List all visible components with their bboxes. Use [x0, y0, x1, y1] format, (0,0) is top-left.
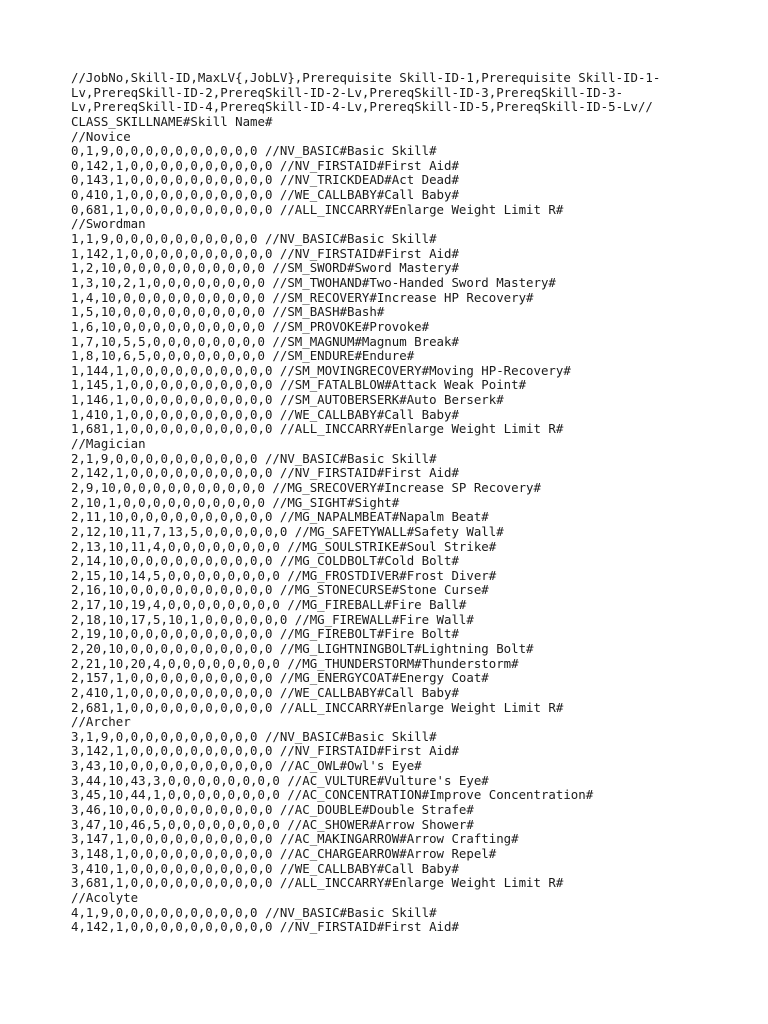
- skill-entry-line: 2,10,1,0,0,0,0,0,0,0,0,0,0 //MG_SIGHT#Sight#: [71, 494, 400, 510]
- skill-entry-line: 1,2,10,0,0,0,0,0,0,0,0,0,0 //SM_SWORD#Sword Mastery#: [71, 260, 459, 276]
- skill-entry-line: 1,144,1,0,0,0,0,0,0,0,0,0,0 //SM_MOVINGRECOVERY#Moving HP-Recovery#: [71, 362, 571, 378]
- skill-entry-line: 4,142,1,0,0,0,0,0,0,0,0,0,0 //NV_FIRSTAID#First Aid#: [71, 919, 459, 935]
- skill-entry-line: 2,17,10,19,4,0,0,0,0,0,0,0,0 //MG_FIREBALL#Fire Ball#: [71, 597, 467, 613]
- skill-entry-line: 2,19,10,0,0,0,0,0,0,0,0,0,0 //MG_FIREBOLT#Fire Bolt#: [71, 626, 459, 642]
- skill-entry-line: 3,142,1,0,0,0,0,0,0,0,0,0,0 //NV_FIRSTAID#First Aid#: [71, 743, 459, 759]
- skill-entry-line: 3,681,1,0,0,0,0,0,0,0,0,0,0 //ALL_INCCARRY#Enlarge Weight Limit R#: [71, 875, 564, 891]
- skill-entry-line: 1,410,1,0,0,0,0,0,0,0,0,0,0 //WE_CALLBABY#Call Baby#: [71, 406, 459, 422]
- skill-entry-line: 4,1,9,0,0,0,0,0,0,0,0,0,0 //NV_BASIC#Basic Skill#: [71, 904, 437, 920]
- skill-entry-line: 1,5,10,0,0,0,0,0,0,0,0,0,0 //SM_BASH#Bash#: [71, 304, 385, 320]
- skill-entry-line: 2,12,10,11,7,13,5,0,0,0,0,0,0 //MG_SAFETYWALL#Safety Wall#: [71, 523, 504, 539]
- skill-entry-line: 1,4,10,0,0,0,0,0,0,0,0,0,0 //SM_RECOVERY#Increase HP Recovery#: [71, 289, 534, 305]
- skill-entry-line: 2,13,10,11,4,0,0,0,0,0,0,0,0 //MG_SOULSTRIKE#Soul Strike#: [71, 538, 497, 554]
- skill-tree-text: [71, 71, 711, 935]
- skill-entry-line: 2,9,10,0,0,0,0,0,0,0,0,0,0 //MG_SRECOVERY#Increase SP Recovery#: [71, 479, 541, 495]
- skill-entry-line: 3,47,10,46,5,0,0,0,0,0,0,0,0 //AC_SHOWER#Arrow Shower#: [71, 816, 474, 832]
- section-heading: //Acolyte: [71, 889, 139, 905]
- skill-entry-line: 2,16,10,0,0,0,0,0,0,0,0,0,0 //MG_STONECURSE#Stone Curse#: [71, 582, 489, 598]
- skill-entry-line: 2,14,10,0,0,0,0,0,0,0,0,0,0 //MG_COLDBOLT#Cold Bolt#: [71, 553, 459, 569]
- section-heading: //Archer: [71, 714, 131, 730]
- skill-entry-line: 2,142,1,0,0,0,0,0,0,0,0,0,0 //NV_FIRSTAID#First Aid#: [71, 465, 459, 481]
- skill-entry-line: 1,3,10,2,1,0,0,0,0,0,0,0,0 //SM_TWOHAND#Two-Handed Sword Mastery#: [71, 274, 556, 290]
- skill-entry-line: 2,18,10,17,5,10,1,0,0,0,0,0,0 //MG_FIREWALL#Fire Wall#: [71, 611, 474, 627]
- skill-entry-line: 1,142,1,0,0,0,0,0,0,0,0,0,0 //NV_FIRSTAID#First Aid#: [71, 245, 459, 261]
- skill-entry-line: 3,46,10,0,0,0,0,0,0,0,0,0,0 //AC_DOUBLE#Double Strafe#: [71, 802, 474, 818]
- skill-entry-line: 2,11,10,0,0,0,0,0,0,0,0,0,0 //MG_NAPALMBEAT#Napalm Beat#: [71, 509, 489, 525]
- skill-entry-line: 0,143,1,0,0,0,0,0,0,0,0,0,0 //NV_TRICKDEAD#Act Dead#: [71, 172, 459, 188]
- header-comment-line: Lv,PrereqSkill-ID-4,PrereqSkill-ID-4-Lv,PrereqSkill-ID-5,PrereqSkill-ID-5-Lv//: [71, 99, 653, 115]
- header-comment-line: CLASS_SKILLNAME#Skill Name#: [71, 113, 273, 129]
- skill-entry-line: 1,6,10,0,0,0,0,0,0,0,0,0,0 //SM_PROVOKE#Provoke#: [71, 318, 430, 334]
- skill-entry-line: 2,21,10,20,4,0,0,0,0,0,0,0,0 //MG_THUNDERSTORM#Thunderstorm#: [71, 655, 519, 671]
- skill-entry-line: 2,681,1,0,0,0,0,0,0,0,0,0,0 //ALL_INCCARRY#Enlarge Weight Limit R#: [71, 699, 564, 715]
- skill-entry-line: 3,45,10,44,1,0,0,0,0,0,0,0,0 //AC_CONCENTRATION#Improve Concentration#: [71, 787, 594, 803]
- section-heading: //Magician: [71, 436, 146, 452]
- header-comment-line: //JobNo,Skill-ID,MaxLV{,JobLV},Prerequisite Skill-ID-1,Prerequisite Skill-ID-1-: [71, 70, 661, 85]
- skill-entry-line: 1,7,10,5,5,0,0,0,0,0,0,0,0 //SM_MAGNUM#Magnum Break#: [71, 333, 459, 349]
- skill-entry-line: 3,1,9,0,0,0,0,0,0,0,0,0,0 //NV_BASIC#Basic Skill#: [71, 728, 437, 744]
- skill-entry-line: 1,681,1,0,0,0,0,0,0,0,0,0,0 //ALL_INCCARRY#Enlarge Weight Limit R#: [71, 421, 564, 437]
- header-comment-line: Lv,PrereqSkill-ID-2,PrereqSkill-ID-2-Lv,PrereqSkill-ID-3,PrereqSkill-ID-3-: [71, 84, 624, 100]
- section-heading: //Swordman: [71, 216, 146, 232]
- skill-entry-line: 3,410,1,0,0,0,0,0,0,0,0,0,0 //WE_CALLBABY#Call Baby#: [71, 860, 459, 876]
- section-heading: //Novice: [71, 128, 131, 144]
- skill-entry-line: 3,43,10,0,0,0,0,0,0,0,0,0,0 //AC_OWL#Owl's Eye#: [71, 758, 422, 774]
- skill-entry-line: 1,8,10,6,5,0,0,0,0,0,0,0,0 //SM_ENDURE#Endure#: [71, 348, 415, 364]
- skill-entry-line: 1,146,1,0,0,0,0,0,0,0,0,0,0 //SM_AUTOBERSERK#Auto Berserk#: [71, 392, 504, 408]
- skill-entry-line: 0,1,9,0,0,0,0,0,0,0,0,0,0 //NV_BASIC#Basic Skill#: [71, 143, 437, 159]
- skill-entry-line: 2,15,10,14,5,0,0,0,0,0,0,0,0 //MG_FROSTDIVER#Frost Diver#: [71, 567, 497, 583]
- skill-entry-line: 1,1,9,0,0,0,0,0,0,0,0,0,0 //NV_BASIC#Basic Skill#: [71, 231, 437, 247]
- skill-entry-line: 3,148,1,0,0,0,0,0,0,0,0,0,0 //AC_CHARGEARROW#Arrow Repel#: [71, 845, 497, 861]
- skill-entry-line: 2,20,10,0,0,0,0,0,0,0,0,0,0 //MG_LIGHTNINGBOLT#Lightning Bolt#: [71, 640, 534, 656]
- skill-entry-line: 3,147,1,0,0,0,0,0,0,0,0,0,0 //AC_MAKINGARROW#Arrow Crafting#: [71, 831, 519, 847]
- skill-entry-line: 2,410,1,0,0,0,0,0,0,0,0,0,0 //WE_CALLBABY#Call Baby#: [71, 684, 459, 700]
- skill-entry-line: 2,157,1,0,0,0,0,0,0,0,0,0,0 //MG_ENERGYCOAT#Energy Coat#: [71, 670, 489, 686]
- skill-entry-line: 0,681,1,0,0,0,0,0,0,0,0,0,0 //ALL_INCCARRY#Enlarge Weight Limit R#: [71, 201, 564, 217]
- skill-entry-line: 2,1,9,0,0,0,0,0,0,0,0,0,0 //NV_BASIC#Basic Skill#: [71, 450, 437, 466]
- skill-entry-line: 0,410,1,0,0,0,0,0,0,0,0,0,0 //WE_CALLBABY#Call Baby#: [71, 187, 459, 203]
- skill-entry-line: 0,142,1,0,0,0,0,0,0,0,0,0,0 //NV_FIRSTAID#First Aid#: [71, 157, 459, 173]
- skill-entry-line: 1,145,1,0,0,0,0,0,0,0,0,0,0 //SM_FATALBLOW#Attack Weak Point#: [71, 377, 527, 393]
- skill-entry-line: 3,44,10,43,3,0,0,0,0,0,0,0,0 //AC_VULTURE#Vulture's Eye#: [71, 772, 489, 788]
